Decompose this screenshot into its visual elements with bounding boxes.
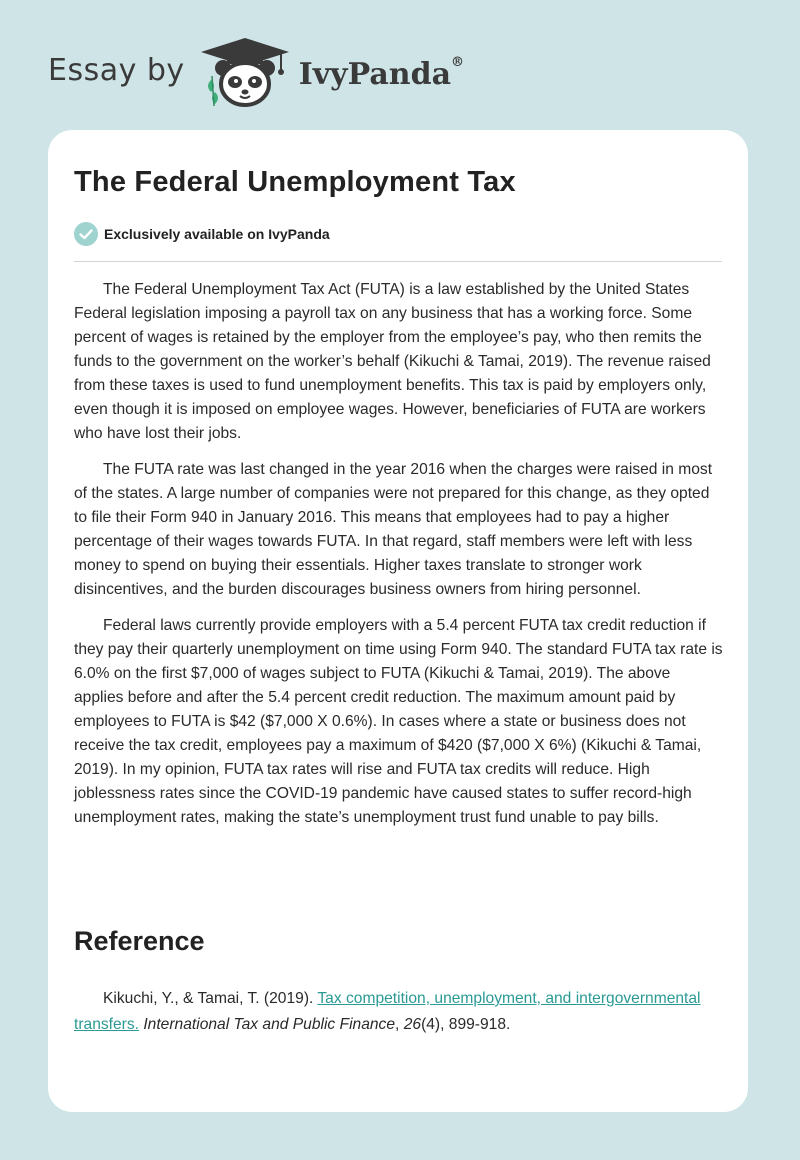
exclusive-badge (74, 222, 330, 246)
ivypanda-logo-icon (199, 36, 291, 108)
reference-issue-pages: (4), 899-918. (421, 1016, 511, 1033)
divider (74, 261, 722, 262)
paragraph-3: Federal laws currently provide employers with a 5.4 percent FUTA tax credit reduction if they pay their quarterly unemployment on time using Form 940. The standard FUTA tax rate is 6.0% on the first $7,000 of wages subject to FUTA (Kikuchi & Tamai, 2019). The above applies before and after the 5.4 percent credit reduction. The maximum amount paid by employees to FUTA is $42 ($7,000 X 0.6%). In cases where a state or business does not receive the tax credit, employees pay a maximum of $420 ($7,000 X 6%) (Kikuchi & Tamai, 2019). In my opinion, FUTA tax rates will rise and FUTA tax credits will reduce. High joblessness rates since the COVID-19 pandemic have caused states to suffer record-high unemployment rates, making the state’s unemployment trust fund unable to pay bills. (74, 617, 723, 826)
site-header (48, 36, 464, 108)
reference-authors: Kikuchi, Y., & Tamai, T. (2019). (103, 990, 318, 1007)
reference-journal: International Tax and Public Finance (143, 1016, 396, 1033)
paragraph-2: The FUTA rate was last changed in the year 2016 when the charges were raised in most of the states. A large number of companies were not prepared for this change, as they opted to file their Form 940 in January 2016. This means that employees had to pay a higher percentage of their wages towards FUTA. In that regard, staff members were left with less money to spend on buying their essentials. Higher taxes translate to stronger work disincentives, and the burden discourages business owners from hiring personnel. (74, 461, 713, 598)
page-title: The Federal Unemployment Tax (74, 166, 516, 198)
brand-name: IvyPanda® (298, 54, 465, 92)
reference-separator: , (395, 1016, 404, 1033)
reference-heading: Reference (74, 926, 205, 956)
check-circle-icon (74, 222, 98, 246)
reference-link[interactable]: Tax competition, unemployment, and intergovernmental transfers. (74, 990, 701, 1033)
reference-entry (74, 986, 724, 1038)
essay-body (74, 278, 724, 842)
essay-by-label: Essay by (48, 52, 185, 88)
exclusive-label: Exclusively available on IvyPanda (104, 226, 330, 242)
essay-card (48, 130, 748, 1112)
registered-mark: ® (451, 54, 465, 70)
reference-volume: 26 (403, 1016, 422, 1033)
paragraph-1: The Federal Unemployment Tax Act (FUTA) is a law established by the United States Federal legislation imposing a payroll tax on any business that has a working force. Some percent of wages is retained by the employer from the employee’s pay, who then remits the funds to the government on the worker’s behalf (Kikuchi & Tamai, 2019). The revenue raised from these taxes is used to fund unemployment benefits. This tax is paid by employers only, even though it is imposed on employee wages. However, beneficiaries of FUTA are workers who have lost their jobs. (74, 281, 711, 442)
